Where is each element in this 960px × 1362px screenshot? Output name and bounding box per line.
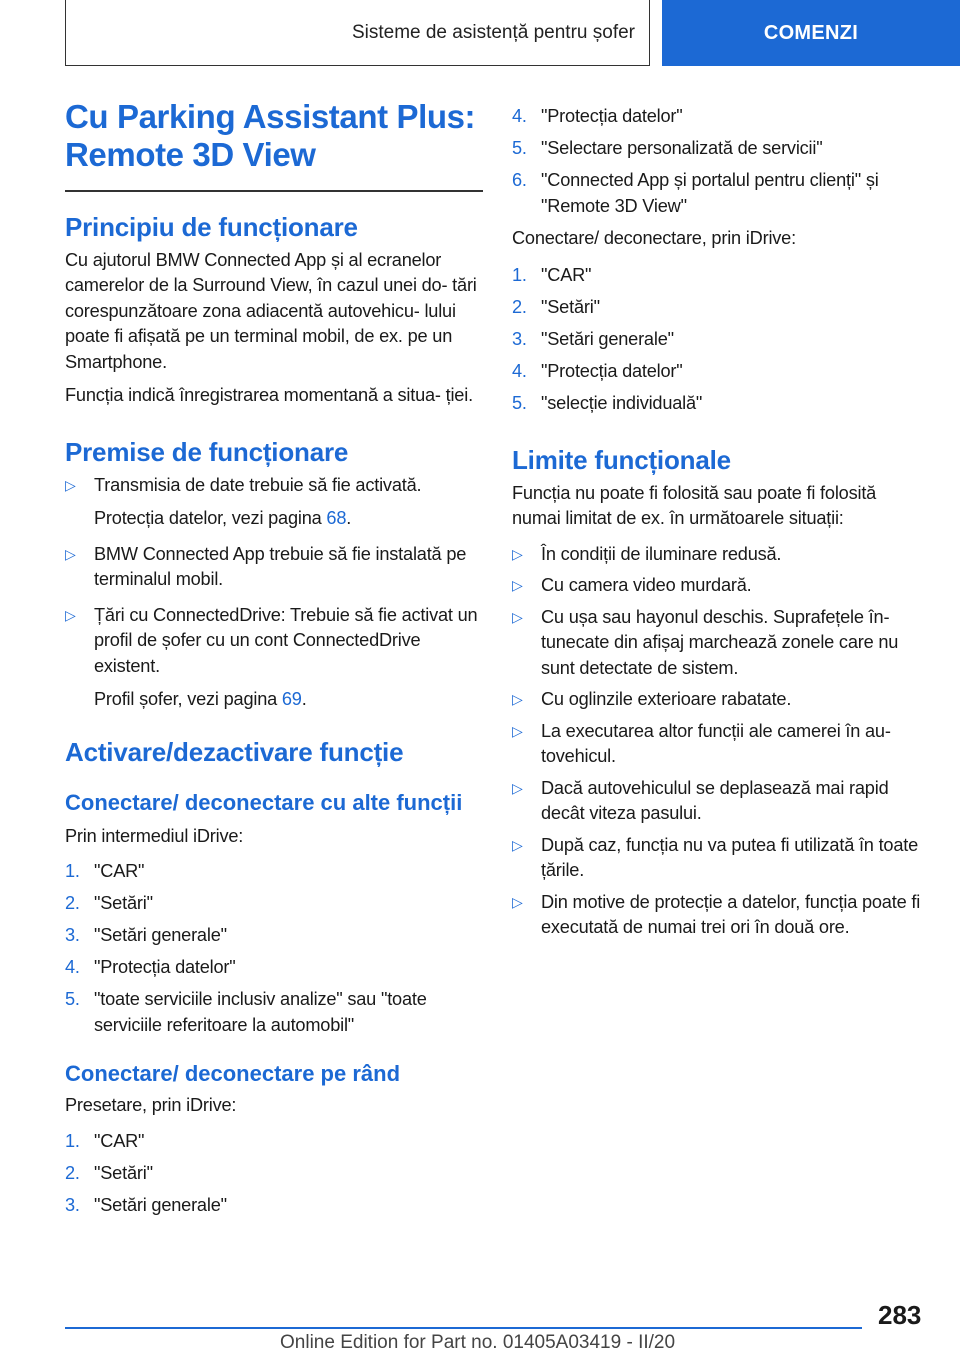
list-item: ▷ După caz, funcția nu va putea fi utilizată în toate țările.	[512, 834, 919, 880]
page-link-69[interactable]: 69	[281, 689, 302, 709]
list-item: ▷ Cu oglinzile exterioare rabatate.	[512, 687, 927, 713]
paragraph: Presetare, prin iDrive:	[65, 1095, 237, 1115]
list-item: 1. "CAR"	[65, 1130, 145, 1151]
subheading-pe-rand: Conectare/ deconectare pe rând	[65, 1061, 401, 1086]
page-number: 283	[878, 1300, 922, 1330]
list-item: 2. "Setări"	[65, 1162, 153, 1183]
page-header	[0, 0, 960, 66]
list-item: 3. "Setări generale"	[65, 925, 227, 945]
footer-edition: Online Edition for Part no. 01405A03419 - II/20	[280, 1332, 676, 1353]
triangle-bullet-icon: ▷	[512, 779, 523, 796]
list-item: ▷ Țări cu ConnectedDrive: Trebuie să fie activat un profil de șofer cu un cont ConnectedDrive existent. Profil șofer, vezi pagina 69.	[65, 603, 483, 713]
triangle-bullet-icon: ▷	[512, 577, 523, 593]
list-item: 5. "toate serviciile inclusiv analize" sau "toate serviciile referitoare la automobil"	[65, 989, 427, 1035]
subheading-alte-functii: Conectare/ deconectare cu alte funcții	[65, 789, 463, 815]
list-item: 2. "Setări"	[512, 297, 600, 317]
list-item: ▷ Cu camera video murdară.	[512, 573, 927, 599]
triangle-bullet-icon: ▷	[512, 722, 523, 739]
list-item: 3. "Setări generale"	[512, 329, 674, 349]
list-item: 5. "selecție individuală"	[512, 393, 703, 413]
steps-list-3	[512, 263, 927, 417]
triangle-bullet-icon: ▷	[512, 893, 523, 910]
list-item: ▷ Dacă autovehiculul se deplasează mai rapid decât viteza pasului.	[512, 777, 889, 823]
paragraph: Funcția nu poate fi folosită sau poate fi folosită numai limitat de ex. în următoarele situații:	[512, 482, 877, 528]
list-item: 1. "CAR"	[512, 265, 592, 285]
reference-note: Profil șofer, vezi pagina 69.	[94, 689, 307, 709]
premise-list	[65, 473, 483, 713]
heading-limite: Limite funcționale	[512, 444, 731, 475]
list-item: ▷ La executarea altor funcții ale camerei în au‐ tovehicul.	[512, 720, 891, 766]
page-title: Cu Parking Assistant Plus: Remote 3D View	[65, 98, 476, 173]
triangle-bullet-icon: ▷	[65, 545, 76, 562]
limite-list	[512, 542, 927, 941]
page-link-68[interactable]: 68	[326, 508, 347, 528]
paragraph: Conectare/ deconectare, prin iDrive:	[512, 227, 796, 248]
steps-list-2	[65, 1129, 483, 1219]
heading-activare: Activare/dezactivare funcție	[65, 736, 404, 767]
triangle-bullet-icon: ▷	[512, 608, 523, 625]
triangle-bullet-icon: ▷	[65, 476, 76, 493]
list-item: 2. "Setări"	[65, 893, 153, 913]
footer-divider	[65, 1327, 862, 1329]
list-item: 4. "Protecția datelor"	[65, 957, 236, 977]
chapter-tab[interactable]: COMENZI	[662, 0, 960, 66]
left-column	[65, 98, 483, 1225]
triangle-bullet-icon: ▷	[65, 606, 76, 623]
heading-premise: Premise de funcționare	[65, 436, 349, 467]
triangle-bullet-icon: ▷	[512, 691, 523, 707]
triangle-bullet-icon: ▷	[512, 836, 523, 853]
list-item: ▷ BMW Connected App trebuie să fie instalată pe terminalul mobil.	[65, 543, 467, 589]
list-item: 6. "Connected App și portalul pentru clienți" și "Remote 3D View"	[512, 170, 879, 216]
paragraph: Prin intermediul iDrive:	[65, 825, 244, 846]
list-item: 5. "Selectare personalizată de servicii"	[512, 138, 823, 158]
list-item: ▷ Transmisia de date trebuie să fie activată. Protecția datelor, vezi pagina 68.	[65, 473, 483, 532]
steps-list-2-continued	[512, 104, 927, 219]
list-item: 1. "CAR"	[65, 861, 145, 881]
heading-principiu: Principiu de funcționare	[65, 211, 358, 242]
list-item: 4. "Protecția datelor"	[512, 361, 683, 381]
paragraph: Funcția indică înregistrarea momentană a situa‐ ției.	[65, 385, 473, 405]
steps-list-1	[65, 859, 483, 1038]
list-item: 3. "Setări generale"	[65, 1194, 227, 1215]
title-divider	[65, 190, 483, 192]
list-item: ▷ Cu ușa sau hayonul deschis. Suprafețele în‐ tunecate din afișaj marchează zonele care nu sunt detectate de sistem.	[512, 606, 899, 678]
section-title: Sisteme de asistență pentru șofer	[65, 0, 650, 66]
list-item: 4. "Protecția datelor"	[512, 106, 683, 126]
paragraph: Cu ajutorul BMW Connected App și al ecranelor camerelor de la Surround View, în cazul unei do‐ tări corespunzătoare zona adiacentă autovehicu‐ lului poate fi afișată pe un terminal mobil, de ex. pe un Smartphone.	[65, 249, 477, 372]
reference-note: Protecția datelor, vezi pagina 68.	[94, 508, 352, 528]
triangle-bullet-icon: ▷	[512, 545, 523, 562]
list-item: ▷ În condiții de iluminare redusă.	[512, 542, 927, 568]
list-item: ▷ Din motive de protecție a datelor, funcția poate fi executată de numai trei ori în două ore.	[512, 891, 921, 937]
right-column	[512, 98, 927, 947]
